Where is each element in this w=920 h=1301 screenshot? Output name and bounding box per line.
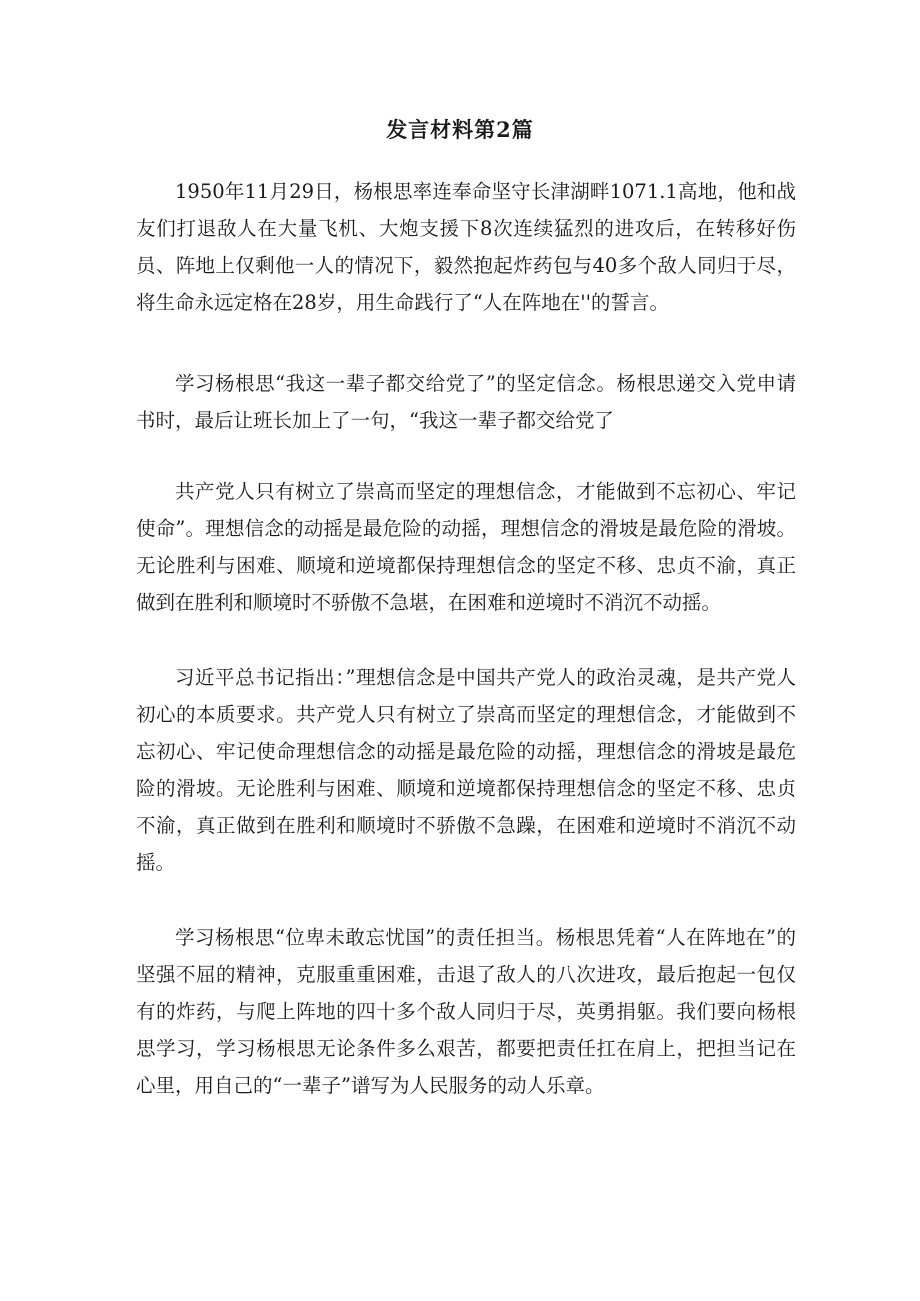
paragraph-3: 共产党人只有树立了崇高而坚定的理想信念，才能做到不忘初心、牢记使命”。理想信念的动摇是最危险的动摇，理想信念的滑坡是最危险的滑坡。无论胜利与困难、顺境和逆境都保持理想信念的坚定不移、忠贞不渝，真正做到在胜利和顺境时不骄傲不急堪，在困难和逆境时不消沉不动摇。 <box>136 480 796 614</box>
paragraph-1: 1950年11月29日，杨根思率连奉命坚守长津湖畔1071.1高地，他和战友们打退敌人在大量飞机、大炮支援下8次连续猛烈的进攻后，在转移好伤员、阵地上仅剩他一人的情况下，毅然抱起炸药包与40多个敌人同归于尽，将生命永远定格在28岁，用生命践行了“人在阵地在''的誓言。 <box>136 180 796 314</box>
paragraph-5: 学习杨根思“位卑未敢忘忧国”的责任担当。杨根思凭着“人在阵地在”的坚强不屈的精神，克服重重困难，击退了敌人的八次进攻，最后抱起一包仅有的炸药，与爬上阵地的四十多个敌人同归于尽，英勇捐躯。我们要向杨根思学习，学习杨根思无论条件多么艰苦，都要把责任扛在肩上，把担当记在心里，用自己的“一辈子”谱写为人民服务的动人乐章。 <box>136 926 796 1097</box>
paragraph-2: 学习杨根思“我这一辈子都交给党了”的坚定信念。杨根思递交入党申请书时，最后让班长加上了一句，“我这一辈子都交给党了 <box>136 372 796 432</box>
document-title: 发言材料第2篇 <box>386 117 534 142</box>
paragraph-4: 习近平总书记指出：”理想信念是中国共产党人的政治灵魂，是共产党人初心的本质要求。共产党人只有树立了崇高而坚定的理想信念，才能做到不忘初心、牢记使命理想信念的动摇是最危险的动摇，理想信念的滑坡是最危险的滑坡。无论胜利与困难、顺境和逆境都保持理想信念的坚定不移、忠贞不渝，真正做到在胜利和顺境时不骄傲不急躁，在困难和逆境时不消沉不动摇。 <box>136 666 796 874</box>
